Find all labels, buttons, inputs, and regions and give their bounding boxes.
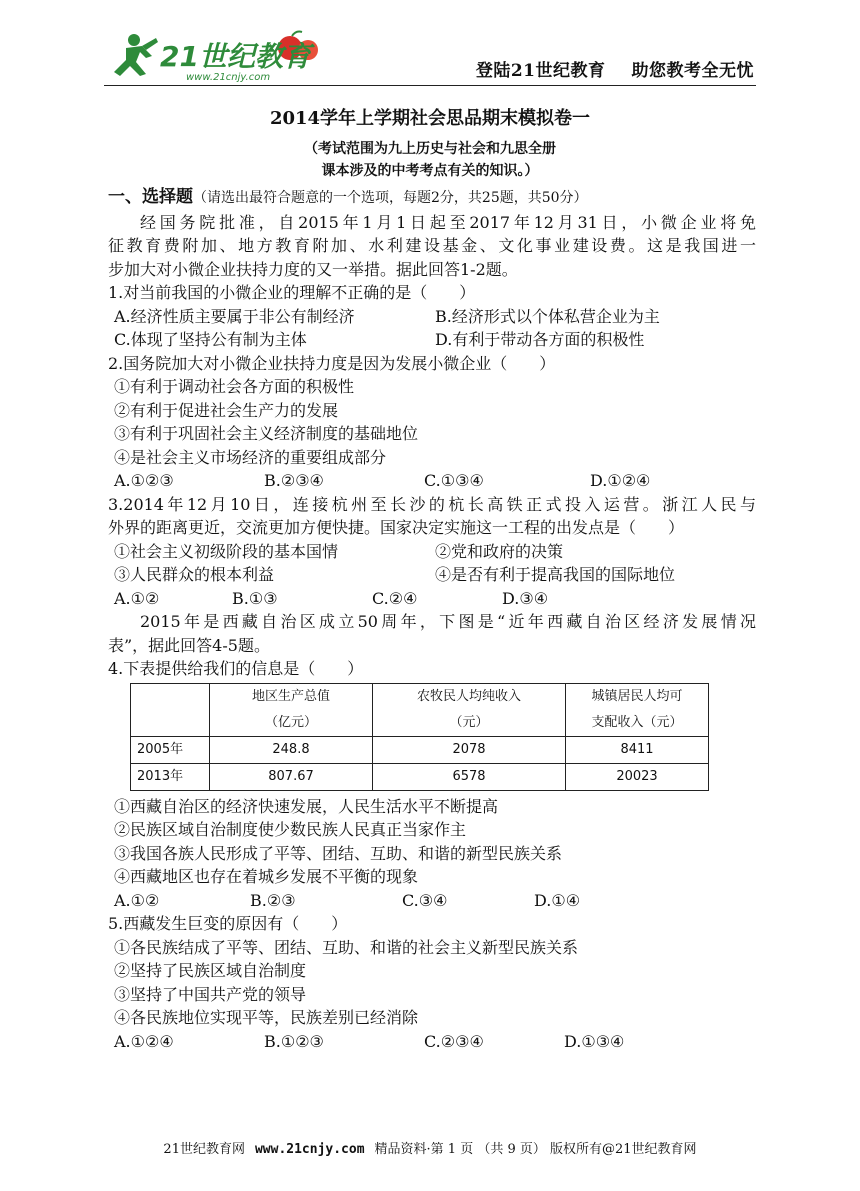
- statement: ②党和政府的决策: [435, 541, 564, 561]
- statement: ②民族区域自治制度使少数民族人民真正当家作主: [114, 820, 467, 839]
- option: A.①②④: [114, 1031, 174, 1051]
- statement: ④各民族地位实现平等，民族差别已经消除: [114, 1008, 419, 1027]
- question-3-stem: 3.2014年12月10日，连接杭州至长沙的杭长高铁正式投入运营。浙江人民与: [108, 494, 756, 514]
- section-note: （请选出最符合题意的一个选项，每题2分，共25题，共50分）: [193, 190, 588, 206]
- section-title: 一、选择题: [108, 187, 193, 207]
- page-title: 2014学年上学期社会思品期末模拟卷一: [269, 108, 591, 129]
- table-cell: 20023: [566, 763, 709, 790]
- option: C.②③④: [424, 1031, 484, 1051]
- statement: ①西藏自治区的经济快速发展，人民生活水平不断提高: [114, 796, 499, 816]
- logo: [112, 30, 342, 82]
- section-heading: [108, 185, 756, 211]
- passage-1-line: 经国务院批准，自2015年1月1日起至2017年12月31日，小微企业将免: [140, 212, 756, 232]
- option: D.有利于带动各方面的积极性: [435, 330, 645, 349]
- table-header: 地区生产总值 （亿元）: [210, 683, 373, 736]
- option: A.①②: [114, 890, 160, 910]
- question-4-options: [108, 889, 756, 913]
- statement: ①有利于调动社会各方面的积极性: [114, 377, 355, 396]
- passage-2-line: 表”，据此回答4-5题。: [108, 635, 270, 655]
- table-corner: [131, 683, 210, 736]
- header-divider: [104, 85, 756, 86]
- question-4-stem: 4.下表提供给我们的信息是（ ）: [108, 659, 364, 678]
- table-cell: 2078: [373, 736, 566, 763]
- option: A.①②③: [114, 471, 174, 490]
- option: C.①③④: [424, 471, 484, 490]
- question-1-options: [108, 328, 756, 352]
- table-row: [131, 763, 709, 790]
- table-row: [131, 736, 709, 763]
- exam-scope: [0, 138, 860, 182]
- question-5-options: [108, 1030, 756, 1054]
- statement: ③坚持了中国共产党的领导: [114, 984, 307, 1004]
- scope-line-2: 课本涉及的中考考点有关的知识。）: [321, 163, 539, 179]
- table-cell: 807.67: [210, 763, 373, 790]
- option: D.①②④: [590, 471, 651, 490]
- passage-1-line: 征教育费附加、地方教育附加、水利建设基金、文化事业建设费。这是我国进一: [108, 236, 756, 255]
- footer-right: 精品资料·第 1 页 （共 9 页） 版权所有@21世纪教育网: [374, 1142, 697, 1157]
- table-cell: 8411: [566, 736, 709, 763]
- statement: ③我国各族人民形成了平等、团结、互助、和谐的新型民族关系: [114, 843, 563, 863]
- option: A.经济性质主要属于非公有制经济: [114, 306, 355, 326]
- question-3-options: [108, 587, 756, 611]
- option: D.①④: [534, 890, 581, 910]
- logo-url: www.21cnjy.com: [186, 72, 271, 82]
- option: D.③④: [502, 588, 549, 608]
- question-3-statements: [108, 563, 756, 587]
- passage-2-line: 2015年是西藏自治区成立50周年，下图是“近年西藏自治区经济发展情况: [140, 612, 756, 631]
- option: B.②③④: [264, 471, 324, 490]
- statement: ④西藏地区也存在着城乡发展不平衡的现象: [114, 867, 419, 886]
- option: B.经济形式以个体私营企业为主: [435, 306, 660, 326]
- table-header: 城镇居民人均可 支配收入（元）: [566, 683, 709, 736]
- option: B.①③: [232, 588, 278, 608]
- header-slogan-right: 助您教考全无忧: [631, 61, 754, 81]
- running-figure-icon: [114, 34, 158, 76]
- statement: ④是否有利于提高我国的国际地位: [435, 565, 676, 584]
- option: B.①②③: [264, 1031, 324, 1051]
- option: C.体现了坚持公有制为主体: [114, 330, 307, 349]
- passage-1-line: 步加大对小微企业扶持力度的又一举措。据此回答1-2题。: [108, 259, 518, 279]
- footer-left: 21世纪教育网: [163, 1142, 245, 1157]
- table-header-row: [131, 683, 709, 736]
- footer-site-link[interactable]: www.21cnjy.com: [254, 1142, 365, 1157]
- statement: ④是社会主义市场经济的重要组成部分: [114, 447, 387, 467]
- scope-line-1: （考试范围为九上历史与社会和九思全册: [304, 141, 556, 157]
- table-cell: 2005年: [131, 736, 210, 763]
- table-header: 农牧民人均纯收入 （元）: [373, 683, 566, 736]
- exam-content: [108, 185, 756, 1053]
- question-1-options: [108, 305, 756, 329]
- option: D.①③④: [564, 1031, 625, 1051]
- question-3-stem: 外界的距离更近，交流更加方便快捷。国家决定实施这一工程的出发点是（ ）: [108, 518, 685, 537]
- option: C.②④: [372, 588, 418, 608]
- table-cell: 2013年: [131, 763, 210, 790]
- question-2-options: [108, 469, 756, 493]
- statement: ③人民群众的根本利益: [114, 565, 275, 584]
- option: B.②③: [250, 890, 296, 910]
- header-slogan-left: 登陆21世纪教育: [475, 61, 606, 81]
- statement: ①社会主义初级阶段的基本国情: [114, 541, 339, 561]
- page-header: [104, 30, 756, 86]
- statement: ②有利于促进社会生产力的发展: [114, 400, 339, 420]
- statement: ②坚持了民族区域自治制度: [114, 961, 307, 980]
- economy-table: [130, 683, 709, 791]
- table-cell: 6578: [373, 763, 566, 790]
- statement: ③有利于巩固社会主义经济制度的基础地位: [114, 424, 419, 443]
- question-2-stem: 2.国务院加大对小微企业扶持力度是因为发展小微企业（ ）: [108, 353, 556, 373]
- table-cell: 248.8: [210, 736, 373, 763]
- page-footer: [0, 1138, 860, 1157]
- question-1-stem: 1.对当前我国的小微企业的理解不正确的是（ ）: [108, 283, 476, 302]
- question-5-stem: 5.西藏发生巨变的原因有（ ）: [108, 914, 348, 933]
- statement: ①各民族结成了平等、团结、互助、和谐的社会主义新型民族关系: [114, 937, 579, 957]
- question-3-statements: [108, 540, 756, 564]
- option: A.①②: [114, 588, 160, 608]
- logo-text: 21世纪教育: [160, 40, 311, 73]
- option: C.③④: [402, 890, 448, 910]
